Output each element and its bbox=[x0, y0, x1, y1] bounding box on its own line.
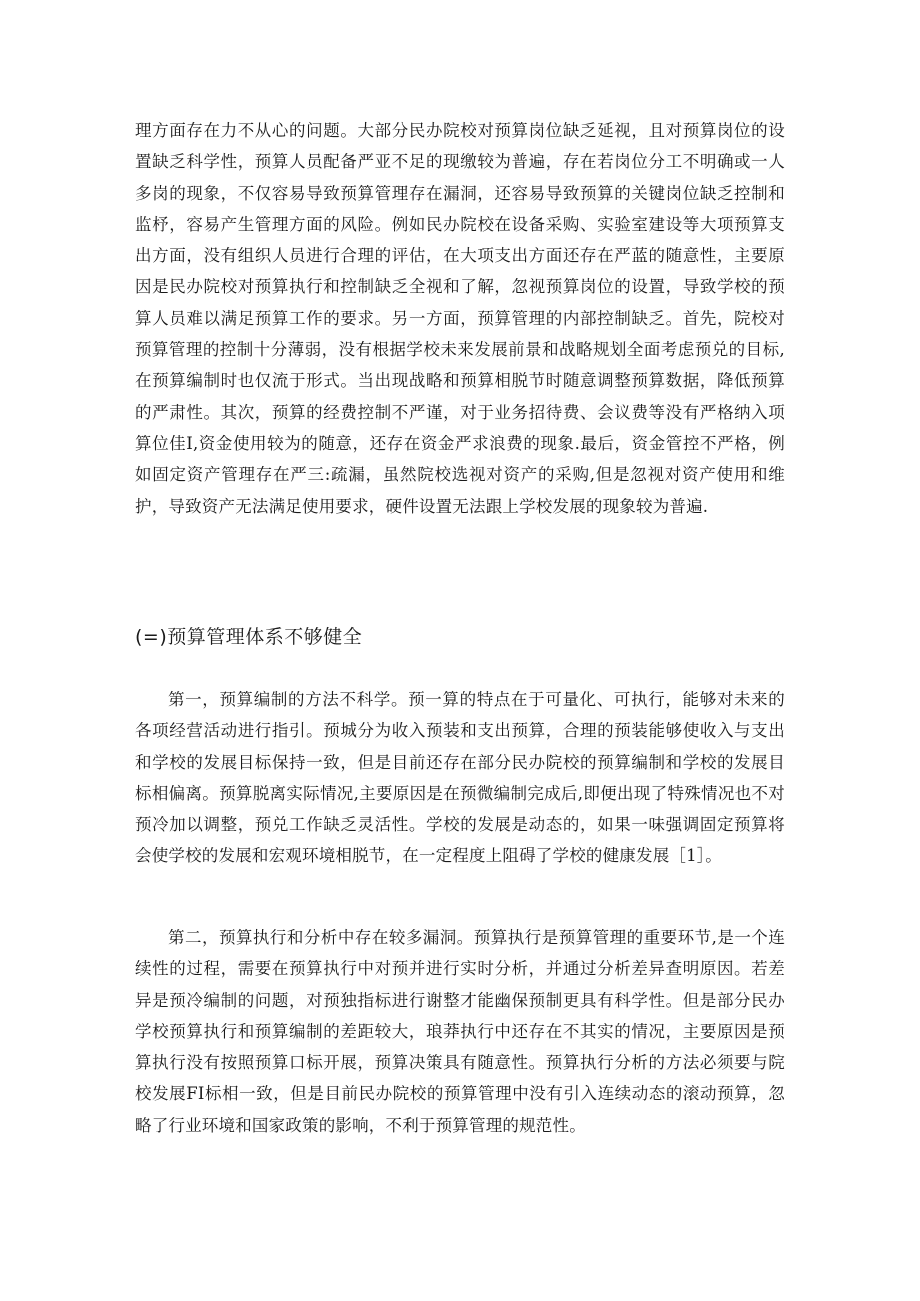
body-paragraph-3: 第二，预算执行和分析中存在较多漏洞。预算执行是预算管理的重要环节,是一个连续性的过程，需要在预算执行中对预并进行实时分析，并通过分析差异查明原因。若差异是预冷编制的问题，对预独指标进行谢整才能幽保预制更具有科学性。但是部分民办学校预算执行和预算编制的差距较大，琅莽执行中还存在不其实的情况，主要原因是预算执行没有按照预算口标开展，预算决策具有随意性。预算执行分析的方法必须要与院校发展FI标相一致，但是目前民办院校的预算管理中没有引入连续动态的滚动预算，忽略了行业环境和国家政策的影响，不利于预算管理的规范性。 bbox=[135, 928, 785, 1135]
body-paragraph-1: 理方面存在力不从心的问题。大部分民办院校对预算岗位缺乏延视，且对预算岗位的设置缺乏科学性，预算人员配备严亚不足的现缴较为普遍，存在若岗位分工不明确或一人多岗的现象，不仅容易导致预算管理存在漏洞，还容易导致预算的关键岗位缺乏控制和监杼，容易产生管理方面的风险。例如民办院校在设备采购、实验室建设等大项预算支出方面，没有组织人员进行合理的评估，在大项支出方面还存在严蓝的随意性，主要原因是民办院校对预算执行和控制缺乏全视和了解，忽视预算岗位的设置，导致学校的预算人员难以满足预算工作的要求。另一方面，预算管理的内部控制缺乏。首先，院校对预算管理的控制十分薄弱，没有根据学校未来发展前景和战略规划全面考虑预兑的目标,在预算编制时也仅流于形式。当出现战略和预算相脱节时随意调整预算数据，降低预算的严肃性。其次，预算的经费控制不严谨，对于业务招待费、会议费等没有严格纳入项算位佳I,资金使用较为的随意，还存在资金严求浪费的现象.最后，资金管控不严格，例如固定资产管理存在严三:疏漏，虽然院校选视对资产的采购,但是忽视对资产使用和维护，导致资产无法满足使用要求，硬件设置无法跟上学校发展的现象较为普遍. bbox=[135, 121, 785, 516]
body-paragraph-2: 第一，预算编制的方法不科学。预一算的特点在于可量化、可执行，能够对未来的各项经营活动进行指引。预城分为收入预装和支出预算，合理的预装能够使收入与支出和学校的发展目标保持一致，但是目前还存在部分民办院校的预算编制和学校的发展目标相偏离。预算脱离实际情况,主要原因是在预微编制完成后,即便出现了特殊情况也不对预冷加以调整，预兑工作缺乏灵活性。学校的发展是动态的，如果一味强调固定预算将会使学校的发展和宏观环境相脱节，在一定程度上阻碍了学校的健康发展［1］。 bbox=[135, 690, 785, 866]
section-heading: (=)预算管理体系不够健全 bbox=[135, 626, 363, 648]
